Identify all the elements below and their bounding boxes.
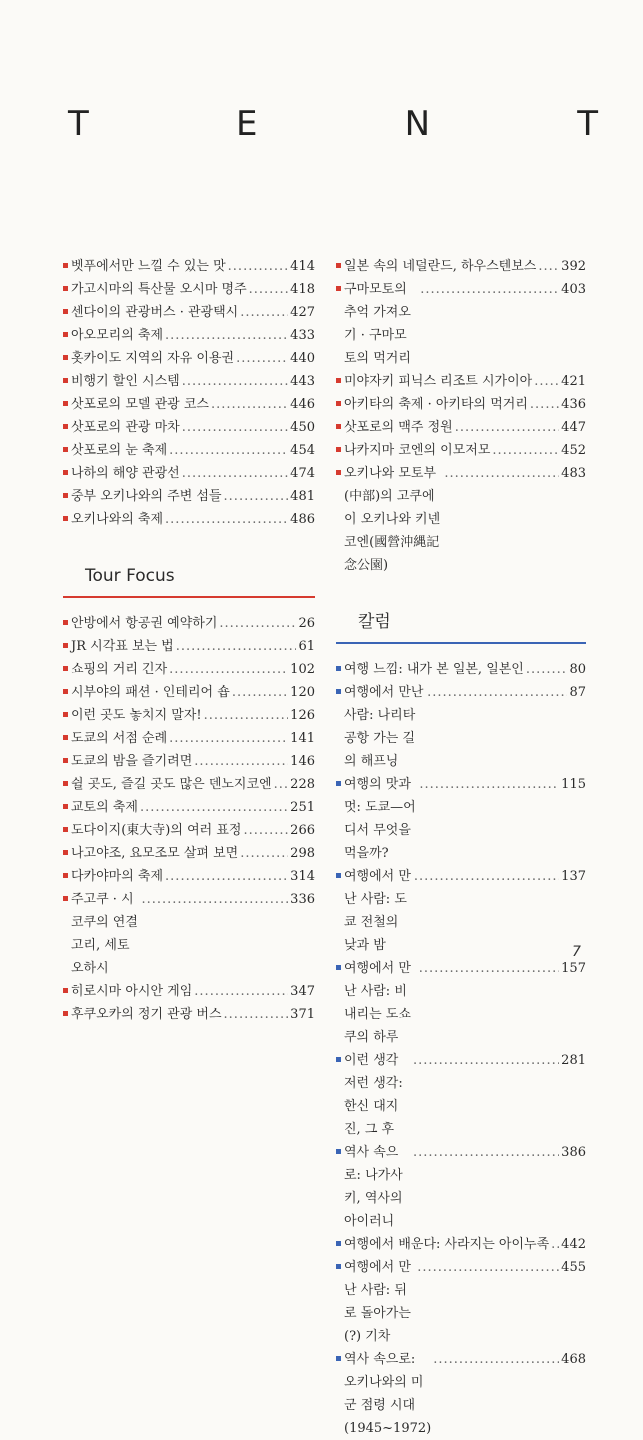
toc-entry[interactable] <box>63 255 315 278</box>
entry-title: 여행에서 만난 사람: 비 내리는 도쇼쿠의 하루 <box>344 961 411 1045</box>
toc-entry[interactable] <box>336 439 586 462</box>
entry-page: 483 <box>561 466 586 481</box>
bullet-icon <box>63 620 68 625</box>
entry-title: 나하의 해양 관광선 <box>71 466 180 481</box>
dot-leader <box>530 393 559 416</box>
entry-page: 314 <box>290 869 315 884</box>
bullet-icon <box>63 286 68 291</box>
entry-title: 홋카이도 지역의 자유 이용권 <box>71 351 235 366</box>
column-section-rule <box>336 642 586 644</box>
bullet-icon <box>63 689 68 694</box>
toc-entry[interactable] <box>63 1003 315 1026</box>
dot-leader <box>455 416 559 439</box>
bullet-icon <box>336 1149 341 1154</box>
entry-title: 오키나와의 축제 <box>71 512 164 527</box>
entry-title: 중부 오키나와의 주변 섬들 <box>71 489 222 504</box>
entry-title: 구마모토의 추억 가져오기 · 구마모토의 먹거리 <box>344 282 411 366</box>
dot-leader <box>140 796 288 819</box>
dot-leader <box>419 957 559 980</box>
entry-title: 여행에서 배운다: 사라지는 아이누족 <box>344 1237 550 1252</box>
toc-entry[interactable] <box>63 416 315 439</box>
toc-entry[interactable] <box>336 1233 586 1256</box>
entry-title: 벳푸에서만 느낄 수 있는 맛 <box>71 259 226 274</box>
entry-page: 228 <box>290 777 315 792</box>
entry-page: 266 <box>290 823 315 838</box>
entry-title: 아오모리의 축제 <box>71 328 164 343</box>
entry-page: 433 <box>290 328 315 343</box>
entry-title: 역사 속으로: 나가사키, 역사의 아이러니 <box>344 1145 403 1229</box>
entry-title: 여행의 맛과 멋: 도쿄—어디서 무엇을 먹을까? <box>344 777 416 861</box>
dot-leader <box>534 370 559 393</box>
entry-page: 61 <box>298 639 315 654</box>
entry-page: 440 <box>290 351 315 366</box>
entry-title: 미야자키 피닉스 리조트 시가이아 <box>344 374 533 389</box>
entry-page: 474 <box>290 466 315 481</box>
bullet-icon <box>63 516 68 521</box>
dot-leader <box>249 278 289 301</box>
bullet-icon <box>63 332 68 337</box>
entry-page: 455 <box>561 1260 586 1275</box>
dot-leader <box>169 727 288 750</box>
entry-title: 여행에서 만난 사람: 도쿄 전철의 낮과 밤 <box>344 869 411 953</box>
toc-entry[interactable] <box>63 612 315 635</box>
bullet-icon <box>63 355 68 360</box>
bullet-icon <box>63 873 68 878</box>
dot-leader <box>194 750 288 773</box>
toc-entry[interactable] <box>63 750 315 773</box>
entry-page: 443 <box>290 374 315 389</box>
toc-entry[interactable] <box>336 255 586 278</box>
right-entry-list <box>336 255 586 577</box>
bullet-icon <box>63 493 68 498</box>
bullet-icon <box>63 401 68 406</box>
bullet-icon <box>336 873 341 878</box>
dot-leader <box>182 416 288 439</box>
entry-title: JR 시각표 보는 법 <box>71 639 174 654</box>
entry-title: 여행에서 만난 사람: 뒤로 돌아가는 (?) 기차 <box>344 1260 411 1344</box>
entry-title: 삿포로의 맥주 정원 <box>344 420 453 435</box>
bullet-icon <box>336 666 341 671</box>
entry-title: 일본 속의 네덜란드, 하우스텐보스 <box>344 259 537 274</box>
entry-title: 이런 생각 저런 생각: 한신 대지진, 그 후 <box>344 1053 403 1137</box>
entry-page: 446 <box>290 397 315 412</box>
toc-entry[interactable] <box>63 393 315 416</box>
dot-leader <box>224 485 289 508</box>
entry-title: 삿포로의 모델 관광 코스 <box>71 397 209 412</box>
bullet-icon <box>63 804 68 809</box>
bullet-icon <box>63 735 68 740</box>
entry-page: 414 <box>290 259 315 274</box>
bullet-icon <box>336 965 341 970</box>
entry-title: 쉴 곳도, 즐길 곳도 많은 덴노지코엔 <box>71 777 272 792</box>
dot-leader <box>232 681 288 704</box>
toc-entry[interactable] <box>63 278 315 301</box>
toc-entry[interactable] <box>336 658 586 681</box>
tour-focus-rule <box>63 596 315 598</box>
bullet-icon <box>63 309 68 314</box>
bullet-icon <box>336 447 341 452</box>
entry-page: 26 <box>298 616 315 631</box>
toc-entry[interactable] <box>336 1348 586 1440</box>
entry-title: 여행에서 만난 사람: 나리타 공항 가는 길의 해프닝 <box>344 685 424 769</box>
dot-leader <box>169 658 288 681</box>
entry-title: 역사 속으로: 오키나와의 미군 점령 시대(1945~1972) <box>344 1352 432 1436</box>
entry-title: 안방에서 항공권 예약하기 <box>71 616 218 631</box>
entry-page: 371 <box>290 1007 315 1022</box>
dot-leader <box>538 255 559 278</box>
entry-page: 336 <box>290 892 315 907</box>
bullet-icon <box>63 263 68 268</box>
bullet-icon <box>63 712 68 717</box>
entry-title: 시부야의 패션 · 인테리어 숍 <box>71 685 230 700</box>
bullet-icon <box>63 988 68 993</box>
entry-title: 가고시마의 특산물 오시마 명주 <box>71 282 247 297</box>
toc-entry[interactable] <box>336 278 586 370</box>
entry-page: 447 <box>561 420 586 435</box>
dot-leader <box>169 439 288 462</box>
dot-leader <box>176 635 297 658</box>
dot-leader <box>240 842 288 865</box>
right-column <box>336 255 586 1440</box>
toc-entry[interactable] <box>63 370 315 393</box>
dot-leader <box>165 324 288 347</box>
entry-title: 센다이의 관광버스 · 관광택시 <box>71 305 239 320</box>
bullet-icon <box>336 401 341 406</box>
contents-header <box>68 104 598 144</box>
bullet-icon <box>63 643 68 648</box>
entry-page: 102 <box>290 662 315 677</box>
bullet-icon <box>63 758 68 763</box>
dot-leader <box>417 1256 559 1279</box>
entry-title: 오키나와 모토부(中部)의 고쿠에이 오키나와 키넨 코엔(國營沖縄記念公園) <box>344 466 441 573</box>
entry-page: 427 <box>290 305 315 320</box>
entry-page: 481 <box>290 489 315 504</box>
toc-entry[interactable] <box>336 1141 586 1233</box>
bullet-icon <box>336 263 341 268</box>
entry-page: 454 <box>290 443 315 458</box>
bullet-icon <box>336 286 341 291</box>
bullet-icon <box>63 666 68 671</box>
toc-entry[interactable] <box>63 796 315 819</box>
entry-page: 450 <box>290 420 315 435</box>
bullet-icon <box>336 689 341 694</box>
entry-page: 281 <box>561 1053 586 1068</box>
dot-leader <box>165 508 288 531</box>
dot-leader <box>240 301 288 324</box>
toc-entry[interactable] <box>63 704 315 727</box>
bullet-icon <box>63 447 68 452</box>
bullet-icon <box>336 1264 341 1269</box>
toc-entry[interactable] <box>63 865 315 888</box>
toc-entry[interactable] <box>63 819 315 842</box>
left-entry-list <box>63 255 315 531</box>
toc-entry[interactable] <box>63 727 315 750</box>
toc-entry[interactable] <box>336 1256 586 1348</box>
entry-title: 주고쿠 · 시코쿠의 연결 고리, 세토오하시 <box>71 892 138 976</box>
toc-entry[interactable] <box>63 485 315 508</box>
dot-leader <box>413 1049 559 1072</box>
toc-entry[interactable] <box>63 681 315 704</box>
header-letter: N <box>404 104 431 144</box>
column-entry-list <box>336 658 586 1440</box>
entry-page: 298 <box>290 846 315 861</box>
entry-page: 347 <box>290 984 315 999</box>
entry-title: 나고야조, 요모조모 살펴 보면 <box>71 846 239 861</box>
toc-entry[interactable] <box>336 681 586 773</box>
entry-title: 여행 느낌: 내가 본 일본, 일본인 <box>344 662 524 677</box>
entry-title: 도다이지(東大寺)의 여러 표정 <box>71 823 242 838</box>
entry-title: 삿포로의 눈 축제 <box>71 443 168 458</box>
entry-page: 146 <box>290 754 315 769</box>
header-letter: T <box>577 104 598 144</box>
entry-page: 115 <box>561 777 586 792</box>
bullet-icon <box>63 470 68 475</box>
toc-entry[interactable] <box>63 462 315 485</box>
entry-title: 비행기 할인 시스템 <box>71 374 180 389</box>
toc-entry[interactable] <box>63 888 315 980</box>
bullet-icon <box>336 1356 341 1361</box>
entry-title: 도쿄의 서점 순례 <box>71 731 168 746</box>
entry-title: 삿포로의 관광 마차 <box>71 420 180 435</box>
toc-entry[interactable] <box>63 347 315 370</box>
entry-title: 쇼핑의 거리 긴자 <box>71 662 168 677</box>
dot-leader <box>526 658 568 681</box>
dot-leader <box>433 1348 559 1371</box>
dot-leader <box>182 462 288 485</box>
dot-leader <box>492 439 559 462</box>
bullet-icon <box>63 850 68 855</box>
bullet-icon <box>336 470 341 475</box>
dot-leader <box>427 681 567 704</box>
bullet-icon <box>336 1241 341 1246</box>
entry-page: 157 <box>561 961 586 976</box>
toc-entry[interactable] <box>63 658 315 681</box>
entry-page: 80 <box>569 662 586 677</box>
entry-page: 486 <box>290 512 315 527</box>
entry-page: 442 <box>561 1237 586 1252</box>
toc-entry[interactable] <box>336 1049 586 1141</box>
dot-leader <box>243 819 288 842</box>
bullet-icon <box>63 827 68 832</box>
bullet-icon <box>63 424 68 429</box>
entry-title: 후쿠오카의 정기 관광 버스 <box>71 1007 222 1022</box>
entry-page: 126 <box>290 708 315 723</box>
dot-leader <box>141 888 288 911</box>
bullet-icon <box>336 781 341 786</box>
entry-page: 421 <box>561 374 586 389</box>
dot-leader <box>444 462 559 485</box>
entry-title: 아키타의 축제 · 아키타의 먹거리 <box>344 397 528 412</box>
bullet-icon <box>63 1011 68 1016</box>
column-section-title: 칼럼 <box>358 612 391 632</box>
bullet-icon <box>63 378 68 383</box>
header-letter: E <box>235 104 258 144</box>
entry-page: 392 <box>561 259 586 274</box>
entry-title: 다카야마의 축제 <box>71 869 164 884</box>
dot-leader <box>228 255 289 278</box>
entry-title: 이런 곳도 놓치지 말자! <box>71 708 202 723</box>
toc-entry[interactable] <box>336 957 586 1049</box>
dot-leader <box>413 1141 559 1164</box>
entry-page: 120 <box>290 685 315 700</box>
header-letter: T <box>68 104 89 144</box>
toc-entry[interactable] <box>336 865 586 957</box>
dot-leader <box>204 704 289 727</box>
entry-page: 468 <box>561 1352 586 1367</box>
toc-entry[interactable] <box>63 324 315 347</box>
dot-leader <box>219 612 296 635</box>
dot-leader <box>420 278 559 301</box>
entry-page: 452 <box>561 443 586 458</box>
dot-leader <box>224 1003 289 1026</box>
bullet-icon <box>63 896 68 901</box>
toc-entry[interactable] <box>63 842 315 865</box>
dot-leader <box>419 773 559 796</box>
entry-title: 히로시마 아시안 게임 <box>71 984 193 999</box>
bullet-icon <box>63 781 68 786</box>
dot-leader <box>182 370 288 393</box>
entry-page: 87 <box>569 685 586 700</box>
dot-leader <box>211 393 288 416</box>
entry-page: 141 <box>290 731 315 746</box>
dot-leader <box>551 1233 559 1256</box>
entry-page: 137 <box>561 869 586 884</box>
toc-entry[interactable] <box>63 773 315 796</box>
entry-title: 나카지마 코엔의 이모저모 <box>344 443 491 458</box>
dot-leader <box>414 865 559 888</box>
page-number: 7 <box>572 944 581 960</box>
entry-page: 403 <box>561 282 586 297</box>
entry-page: 418 <box>290 282 315 297</box>
toc-entry[interactable] <box>63 508 315 531</box>
toc-entry[interactable] <box>336 773 586 865</box>
toc-entry[interactable] <box>63 439 315 462</box>
entry-page: 436 <box>561 397 586 412</box>
toc-entry[interactable] <box>336 416 586 439</box>
entry-title: 교토의 축제 <box>71 800 138 815</box>
toc-entry[interactable] <box>63 301 315 324</box>
tour-focus-list <box>63 612 315 1026</box>
dot-leader <box>274 773 289 796</box>
toc-entry[interactable] <box>336 393 586 416</box>
entry-page: 251 <box>290 800 315 815</box>
bullet-icon <box>336 378 341 383</box>
left-column <box>63 255 315 1026</box>
entry-title: 도쿄의 밤을 즐기려면 <box>71 754 193 769</box>
dot-leader <box>236 347 288 370</box>
tour-focus-title: Tour Focus <box>85 566 175 586</box>
toc-entry[interactable] <box>63 635 315 658</box>
bullet-icon <box>336 1057 341 1062</box>
entry-page: 386 <box>561 1145 586 1160</box>
toc-entry[interactable] <box>336 370 586 393</box>
dot-leader <box>165 865 288 888</box>
bullet-icon <box>336 424 341 429</box>
toc-entry[interactable] <box>336 462 586 577</box>
